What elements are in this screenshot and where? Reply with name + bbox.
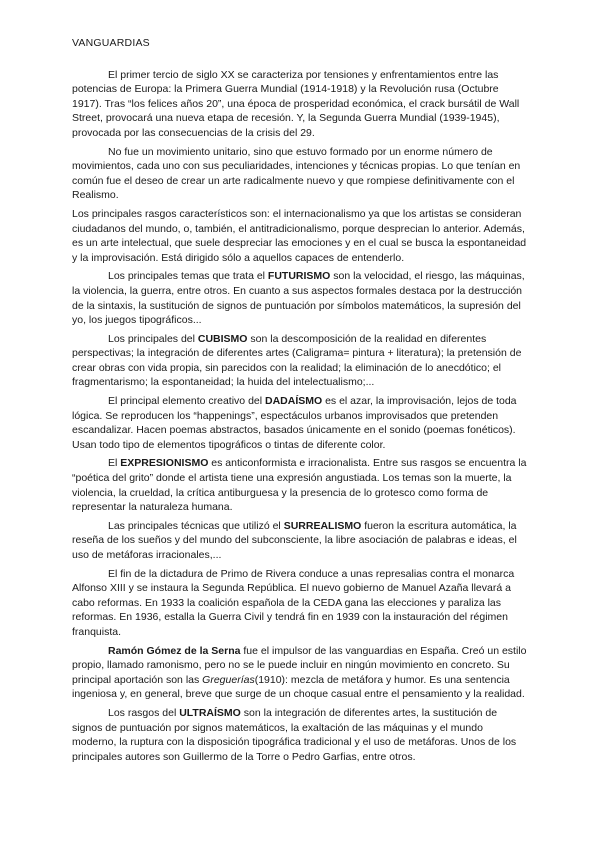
paragraph-text: El principal elemento creativo del xyxy=(108,395,265,408)
paragraph-text: El fin de la dictadura de Primo de Rivera conduce a unas represalias contra el monarca Alfonso XIII y se instaura la Segunda República. El nuevo gobierno de Manuel Azaña llevará a cabo reformas. En 1933 la coalición española de la CEDA gana las elecciones y paraliza las reformas. En 1936, estalla la Guerra Civil y tendrá fin en 1939 con la instauración del régimen franquista. xyxy=(72,567,515,638)
paragraph-text: fue el impulsor de las vanguardias en España. Creó un estilo propio, llamado ramonismo, pero no se le puede incluir en ningún movimiento en concreto. Su principal aportación son las xyxy=(72,644,527,686)
paragraph-text: El xyxy=(108,457,121,470)
paragraph xyxy=(72,394,530,452)
paragraph-text: Los principales temas que trata el xyxy=(108,270,268,283)
paragraph-text: son la velocidad, el riesgo, las máquinas, la violencia, la guerra, entre otros. En cuanto a sus aspectos formales destaca por la destrucción de la sintaxis, la sustitución de signos de puntuación por símbolos matemáticos, la supresión del yo, los juegos tipográficos... xyxy=(72,270,525,327)
italic-term: Greguerías xyxy=(202,673,255,686)
paragraph xyxy=(72,519,530,563)
paragraph-text: No fue un movimiento unitario, sino que estuvo formado por un enorme número de movimientos, cada uno con sus peculiaridades, intenciones y técnicas propias. Lo que tenían en común fue el deseo de crear un arte radicalmente nuevo y que rompiese definitivamente con el Realismo. xyxy=(72,145,521,202)
paragraph-text: es el azar, la improvisación, lejos de toda lógica. Se reproducen los “happenings”, espectáculos urbanos improvisados que pretenden escandalizar. Hacen poemas abstractos, basados únicamente en el sonido (poemas fonéticos). Usan todo tipo de elementos tipográficos o tintas de diferente color. xyxy=(72,395,517,451)
bold-term: FUTURISMO xyxy=(267,270,331,283)
bold-term: EXPRESIONISMO xyxy=(120,457,209,470)
bold-term: DADAÍSMO xyxy=(265,395,323,408)
paragraph xyxy=(72,456,530,514)
document-title: VANGUARDIAS xyxy=(72,37,150,49)
paragraph-text: Los principales rasgos característicos son: el internacionalismo ya que los artistas se consideran ciudadanos del mundo, o, también, el antitradicionalismo, porque desprecian lo anterior. Además, es un arte intelectual, que suele despreciar las emociones y en el cual se busca la espontaneidad y la improvisación. Está dirigido sólo a aquellos capaces de entenderlo. xyxy=(72,207,527,264)
bold-term: SURREALISMO xyxy=(283,519,362,532)
document-body xyxy=(72,68,530,765)
paragraph xyxy=(72,332,530,390)
paragraph xyxy=(72,207,530,265)
paragraph-text: (1910): mezcla de metáfora y humor. Es una sentencia ingeniosa y, en general, breve que surge de un choque casual entre el pensamiento y la realidad. xyxy=(72,673,525,701)
paragraph-text: es anticonformista e irracionalista. Entre sus rasgos se encuentra la “poética del grito” donde el artista tiene una expresión angustiada. Los temas son la muerte, la violencia, la crueldad, la crítica antiburguesa y la presencia de lo grotesco como forma de representar la naturaleza humana. xyxy=(72,457,527,514)
bold-term: CUBISMO xyxy=(197,332,248,345)
paragraph-text: El primer tercio de siglo XX se caracteriza por tensiones y enfrentamientos entre las potencias de Europa: la Primera Guerra Mundial (1914-1918) y la Revolución rusa (Octubre 1917). Tras “los felices años 20”, una época de prosperidad económica, el crack bursátil de Wall Street, provocará una nueva etapa de recesión. Y, la Segunda Guerra Mundial (1939-1945), provocada por las consecuencias de la crisis del 29. xyxy=(72,68,520,139)
paragraph xyxy=(72,269,530,327)
paragraph xyxy=(72,644,530,702)
paragraph xyxy=(72,68,530,141)
paragraph-text: Los rasgos del xyxy=(108,706,180,719)
paragraph-text: Las principales técnicas que utilizó el xyxy=(108,519,284,532)
bold-term: Ramón Gómez de la Serna xyxy=(108,644,241,657)
paragraph-text: son la descomposición de la realidad en diferentes perspectivas; la integración de diferentes artes (Caligrama= pintura + literatura); la pretensión de crear obras con vida propia, sin parecidos con la realidad; la eliminación de lo anecdótico; el fragmentarismo; la espontaneidad; la huida del intelectualismo;... xyxy=(72,332,522,389)
paragraph-text: Los principales del xyxy=(108,332,198,345)
paragraph xyxy=(72,706,530,764)
bold-term: ULTRAÍSMO xyxy=(179,706,241,719)
paragraph xyxy=(72,567,530,640)
paragraph xyxy=(72,145,530,203)
document-page xyxy=(72,36,530,768)
paragraph-text: fueron la escritura automática, la reseña de los sueños y del mundo del subconsciente, la libre asociación de palabras e ideas, el uso de metáforas irracionales,... xyxy=(72,519,517,561)
paragraph-text: son la integración de diferentes artes, la sustitución de signos de puntuación por signos matemáticos, la exaltación de las máquinas y el mundo moderno, la ruptura con la disposición tipográfica tradicional y el uso de metáforas. Unos de los principales autores son Guillermo de la Torre o Pedro Garfias, entre otros. xyxy=(72,706,517,763)
